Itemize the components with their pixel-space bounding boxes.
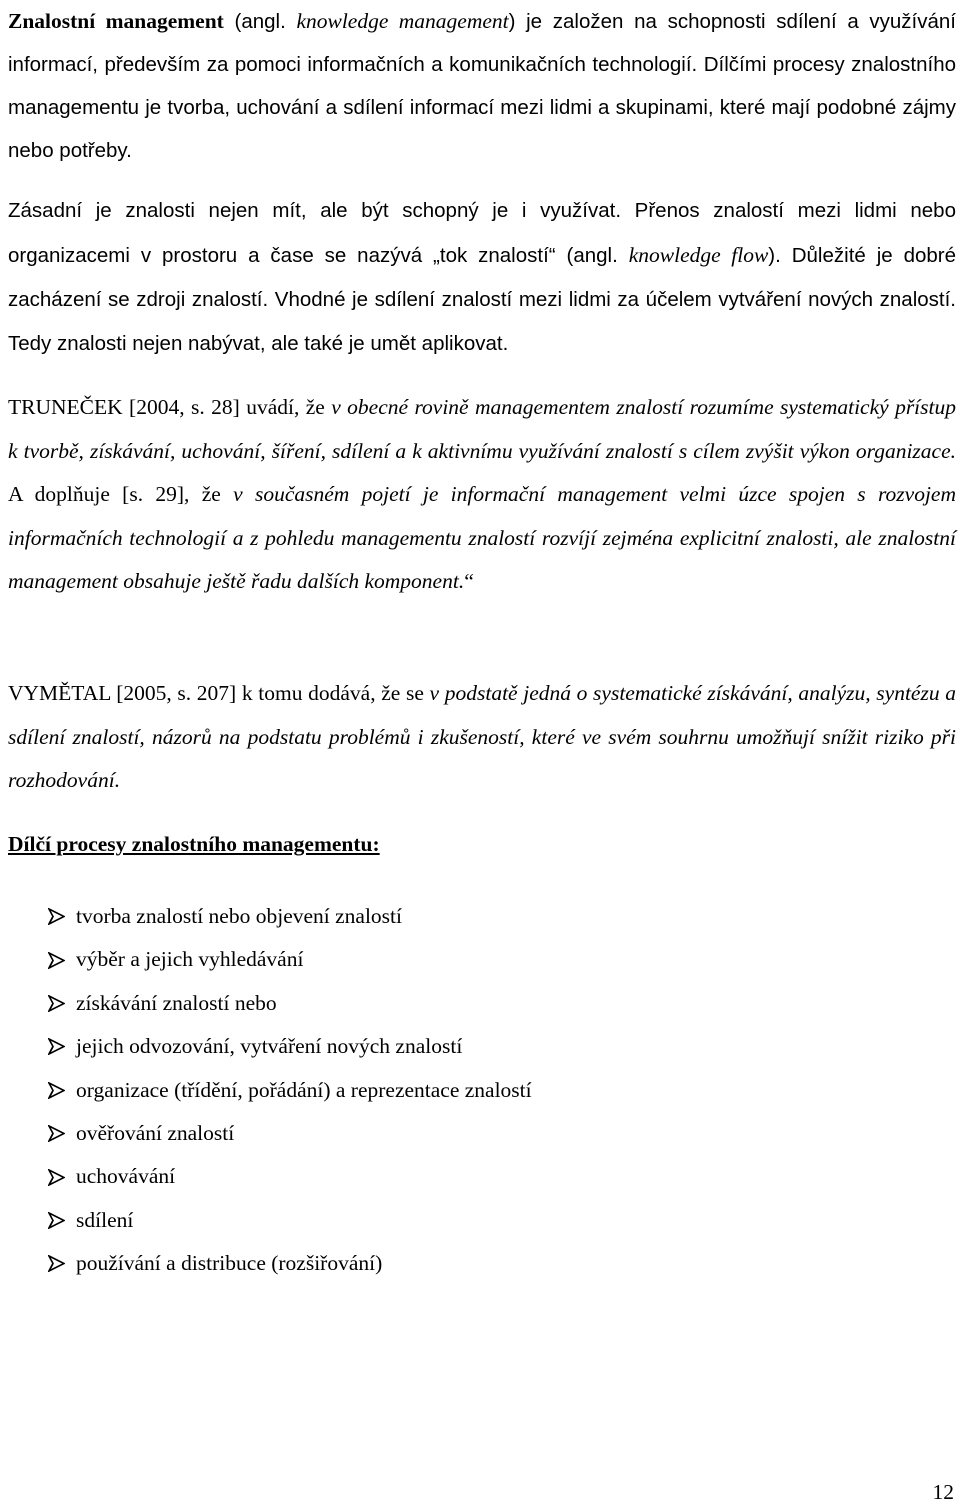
- arrow-bullet-icon: [8, 982, 76, 1025]
- paragraph-intro: [8, 0, 956, 172]
- list-item-text: ověřování znalostí: [76, 1120, 235, 1145]
- arrow-bullet-icon: [8, 1242, 76, 1285]
- list-item-text: organizace (třídění, pořádání) a reprezentace znalostí: [76, 1077, 532, 1102]
- list-item: [8, 1199, 532, 1242]
- citation-text: TRUNEČEK [2004, s. 28] uvádí, že: [8, 395, 332, 419]
- arrow-bullet-icon: [8, 895, 76, 938]
- bold-term: Znalostní management: [8, 9, 224, 33]
- arrow-bullet-icon: [8, 1199, 76, 1242]
- list-item: [8, 1155, 532, 1198]
- process-list: [8, 895, 532, 1286]
- paragraph-vymetal: [8, 672, 956, 803]
- section-heading: Dílčí procesy znalostního managementu:: [8, 832, 380, 856]
- english-term: knowledge management: [296, 9, 509, 33]
- list-item: [8, 982, 532, 1025]
- paragraph-knowledge-flow: [8, 189, 956, 366]
- paragraph-text: (angl.: [223, 10, 297, 33]
- arrow-bullet-icon: [8, 1025, 76, 1068]
- list-item: [8, 895, 532, 938]
- paragraph-text: ). Důležité je dobré zacházení se zdroji znalostí. Vhodné je sdílení znalostí mezi lidmi za účelem vytváření nových znalostí. Tedy znalosti nejen nabývat, ale také je umět aplikovat.: [8, 244, 956, 355]
- list-item: [8, 1112, 532, 1155]
- list-item-text: uchovávání: [76, 1164, 176, 1189]
- list-item-text: sdílení: [76, 1207, 134, 1232]
- paragraph-trunecek: [8, 386, 956, 604]
- list-item-text: jejich odvozování, vytváření nových znalostí: [76, 1034, 463, 1059]
- quote-text: v současném pojetí je informační management velmi úzce spojen s rozvojem informačních technologií a z pohledu managementu znalostí rozvíjí zejména explicitní znalosti, ale znalostní management obsahuje ještě řadu dalších komponent.: [8, 482, 956, 594]
- arrow-bullet-icon: [8, 1069, 76, 1112]
- quote-text: v obecné rovině managementem znalostí rozumíme systematický přístup k tvorbě, získávání, uchování, šíření, sdílení a k aktivnímu využívání znalostí s cílem zvýšit výkon organizace.: [8, 395, 957, 463]
- arrow-bullet-icon: [8, 1112, 76, 1155]
- list-item-text: získávání znalostí nebo: [76, 990, 277, 1015]
- arrow-bullet-icon: [8, 938, 76, 981]
- english-term: knowledge flow: [628, 243, 769, 267]
- paragraph-text: Zásadní je znalosti nejen mít, ale být schopný je i využívat. Přenos znalostí mezi lidmi nebo organizacemi v prostoru a čase se nazývá „tok znalostí“ (angl.: [8, 199, 956, 267]
- closing-quote: “: [464, 569, 474, 594]
- citation-text: VYMĚTAL [2005, s. 207] k tomu dodává, že se: [8, 681, 430, 705]
- list-item: [8, 1025, 532, 1068]
- citation-text: A doplňuje [s. 29], že: [8, 482, 234, 507]
- list-item: [8, 1069, 532, 1112]
- page-number: 12: [932, 1480, 954, 1504]
- list-item-text: výběr a jejich vyhledávání: [76, 947, 304, 972]
- list-item: [8, 1242, 532, 1285]
- arrow-bullet-icon: [8, 1155, 76, 1198]
- list-item-text: tvorba znalostí nebo objevení znalostí: [76, 904, 402, 928]
- list-item-text: používání a distribuce (rozšiřování): [76, 1251, 383, 1276]
- list-item: [8, 938, 532, 981]
- quote-text: v podstatě jedná o systematické získávání, analýzu, syntézu a sdílení znalostí, názorů na podstatu problémů i zkušeností, které ve svém souhrnu umožňují snížit riziko při rozhodování.: [8, 681, 956, 793]
- paragraph-text: ) je založen na schopnosti sdílení a využívání informací, především za pomoci informačních a komunikačních technologií. Dílčími procesy znalostního managementu je tvorba, uchování a sdílení informací mezi lidmi a skupinami, které mají podobné zájmy nebo potřeby.: [8, 10, 956, 162]
